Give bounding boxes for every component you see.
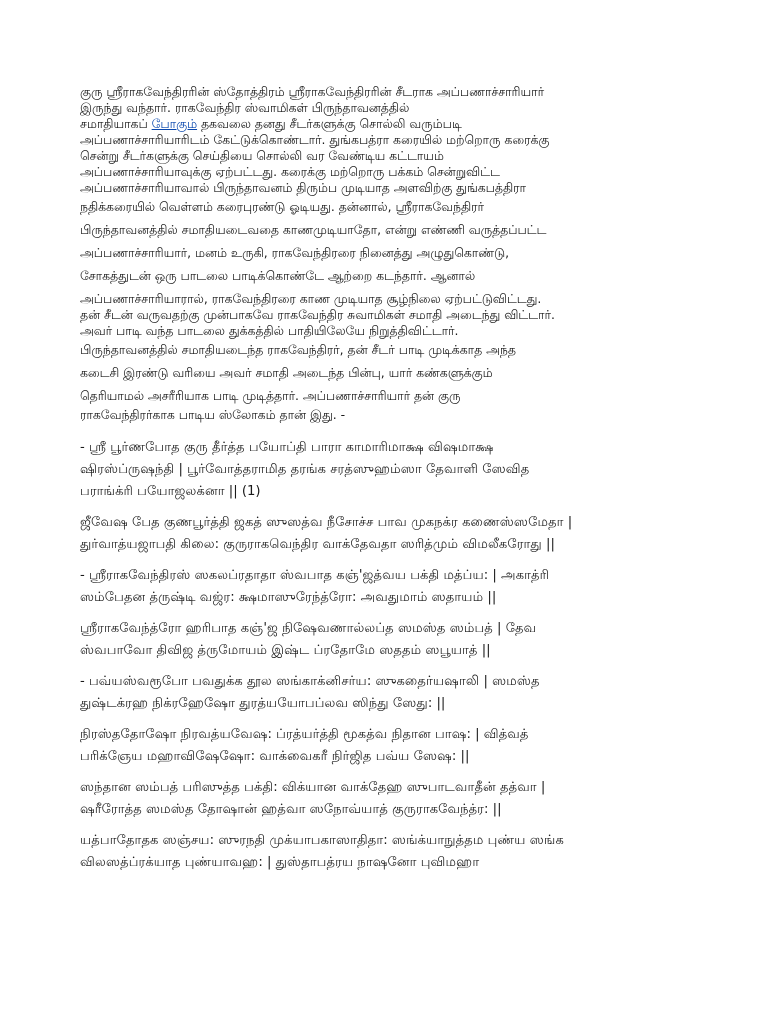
verse-line: ஜீவேஷ பேத குணபூர்த்தி ஜகத் ஸுஸத்வ நீசோச்ச பாவ முகநக்ர கணைஸ்ஸமேதா |: [80, 515, 573, 530]
text-line: அப்பணாச்சாரியாவுக்கு ஏற்பட்டது. கரைக்கு மற்றொரு பக்கம் சென்றுவிட்ட: [80, 164, 500, 179]
text-line: குரு ஸ்ரீராகவேந்திரரின் ஸ்தோத்திரம் ஸ்ரீராகவேந்திரரின் சீடராக அப்பணாச்சாரியார்: [80, 84, 545, 99]
text-line: அவர் பாடி வந்த பாடலை துக்கத்தில் பாதியிலேயே நிறுத்திவிட்டார்.: [80, 323, 459, 338]
verse-line: துர்வாத்யஜாபதி கிலை: குருராகவெந்திர வாக்தேவதா ஸரித்மும் விமலீகரோது ||: [80, 537, 555, 552]
text-line: தன் சீடன் வருவதற்கு முன்பாகவே ராகவேந்திர சுவாமிகள் சமாதி அடைந்து விட்டார்.: [80, 307, 555, 322]
verse-line: துஷ்டக்ரஹ நிக்ரஹேஷோ துரத்யயோபப்லவ ஸிந்து ஸேது: ||: [80, 696, 446, 711]
verse-line: யத்பாதோதக ஸஞ்சய: ஸுரநதி முக்யாபகாஸாதிதா: ஸங்க்யாநுத்தம புண்ய ஸங்க: [80, 833, 564, 848]
verse-line: ஷரீரோத்த ஸமஸ்த தோஷான் ஹத்வா ஸநோவ்யாத் குருராகவேந்த்ர: ||: [80, 802, 502, 817]
verse-line: ஸ்ரீராகவேந்த்ரோ ஹரிபாத கஞ்'ஜ நிஷேவணால்லப்த ஸமஸ்த ஸம்பத் | தேவ: [80, 621, 537, 636]
text-line: அப்பணாச்சாரியாரால், ராகவேந்திரரை காண முடியாத சூழ்நிலை ஏற்பட்டுவிட்டது.: [80, 291, 542, 306]
verse-block: [80, 724, 680, 768]
text-line: நதிக்கரையில் வெள்ளம் கரைபுரண்டு ஓடியது. தன்னால், ஸ்ரீராகவேந்திரர்: [80, 199, 485, 214]
verse-block: [80, 437, 680, 503]
verse-line: ஸம்பேதன த்ருஷ்டி வஜ்ர: க்ஷமாஸுரேந்த்ரோ: அவதுமாம் ஸதாயம் ||: [80, 590, 497, 605]
verse-line: - பவ்யஸ்வரூபோ பவதுக்க தூல ஸங்காக்னிசர்ய: ஸுகதைர்யஷாலி | ஸமஸ்த: [80, 674, 540, 689]
text-line: ராகவேந்திரர்காக பாடிய ஸ்லோகம் தான் இது. -: [80, 407, 346, 422]
text-line: அப்பணாச்சாரியார், மனம் உருகி, ராகவேந்திரரை நினைத்து அழுதுகொண்டு,: [80, 245, 510, 260]
text-line: இருந்து வந்தார். ராகவேந்திர ஸ்வாமிகள் பிருந்தாவனத்தில்: [80, 100, 410, 115]
verse-section: [80, 437, 680, 874]
text-line: பிருந்தாவனத்தில் சமாதியடைந்த ராகவேந்திரர், தன் சீடர் பாடி முடிக்காத அந்த: [80, 342, 516, 357]
verse-block: [80, 830, 680, 874]
verse-line: ஸ்வபாவோ திவிஜ த்ருமோயம் இஷ்ட ப்ரதோமே ஸததம் ஸபூயாத் ||: [80, 643, 491, 658]
text-line: தெரியாமல் அசரீரியாக பாடி முடித்தார். அப்பணாச்சாரியார் தன் குரு: [80, 388, 461, 403]
verse-line: விலஸத்ப்ரக்யாத புண்யாவஹ: | துஸ்தாபத்ரய நாஷனோ புவிமஹா: [80, 855, 480, 870]
text-line: சோகத்துடன் ஒரு பாடலை பாடிக்கொண்டே ஆற்றை கடந்தார். ஆனால்: [80, 268, 476, 283]
verse-line: பரிக்ஞேய மஹாவிஷேஷோ: வாக்வைகரீ நிர்ஜித பவ்ய ஸேஷ: ||: [80, 749, 470, 764]
text-line: பிருந்தாவனத்தில் சமாதியடைவதை காணமுடியாதோ, என்று எண்ணி வருத்தப்பட்ட: [80, 222, 547, 237]
verse-block: [80, 512, 680, 556]
document-page: [80, 84, 680, 874]
text-line: அப்பணாச்சாரியாவால் பிருந்தாவனம் திரும்ப முடியாத அளவிற்கு துங்கபத்திரா: [80, 180, 526, 195]
verse-block: [80, 565, 680, 609]
verse-line: ஷிரஸ்ப்ருஷந்தி | பூர்வோத்தராமித தரங்க சரத்ஸுஹம்ஸா தேவாளி ஸேவித: [80, 462, 530, 477]
text-fragment: தகவலை தனது சீடர்களுக்கு சொல்லி வரும்படி: [197, 116, 462, 131]
verse-line: ஸந்தான ஸம்பத் பரிஸுத்த பக்தி: விக்யான வாக்தேஹ ஸுபாடவாதீன் தத்வா |: [80, 780, 546, 795]
text-line: [80, 116, 680, 132]
text-fragment: சமாதியாகப்: [80, 116, 152, 131]
verse-line: நிரஸ்ததோஷோ நிரவத்யவேஷ: ப்ரத்யர்த்தி மூகத்வ நிதான பாஷ: | வித்வத்: [80, 727, 529, 742]
verse-block: [80, 618, 680, 662]
text-line: அப்பணாச்சாரியாரிடம் கேட்டுக்கொண்டார். துங்கபத்ரா கரையில் மற்றொரு கரைக்கு: [80, 132, 550, 147]
intro-paragraph: [80, 84, 680, 423]
verse-block: [80, 777, 680, 821]
text-line: சென்று சீடர்களுக்கு செய்தியை சொல்லி வர வேண்டிய கட்டாயம்: [80, 148, 444, 163]
text-line: கடைசி இரண்டு வரியை அவர் சமாதி அடைந்த பின்பு, யார் கண்களுக்கும்: [80, 365, 493, 380]
verse-line: - ஸ்ரீராகவேந்திரஸ் ஸகலப்ரதாதா ஸ்வபாத கஞ்'ஜத்வய பக்தி மத்ப்ய: | அகாத்ரி: [80, 568, 550, 583]
verse-block: [80, 671, 680, 715]
hyperlink[interactable]: போகும்: [151, 116, 198, 131]
verse-line: பராங்க்ரி பயோஜலக்னா || (1): [80, 484, 261, 499]
verse-line: - ஸ்ரீ பூர்ணபோத குரு தீர்த்த பயோப்தி பாரா காமாரிமாக்ஷ விஷமாக்ஷ: [80, 440, 494, 455]
